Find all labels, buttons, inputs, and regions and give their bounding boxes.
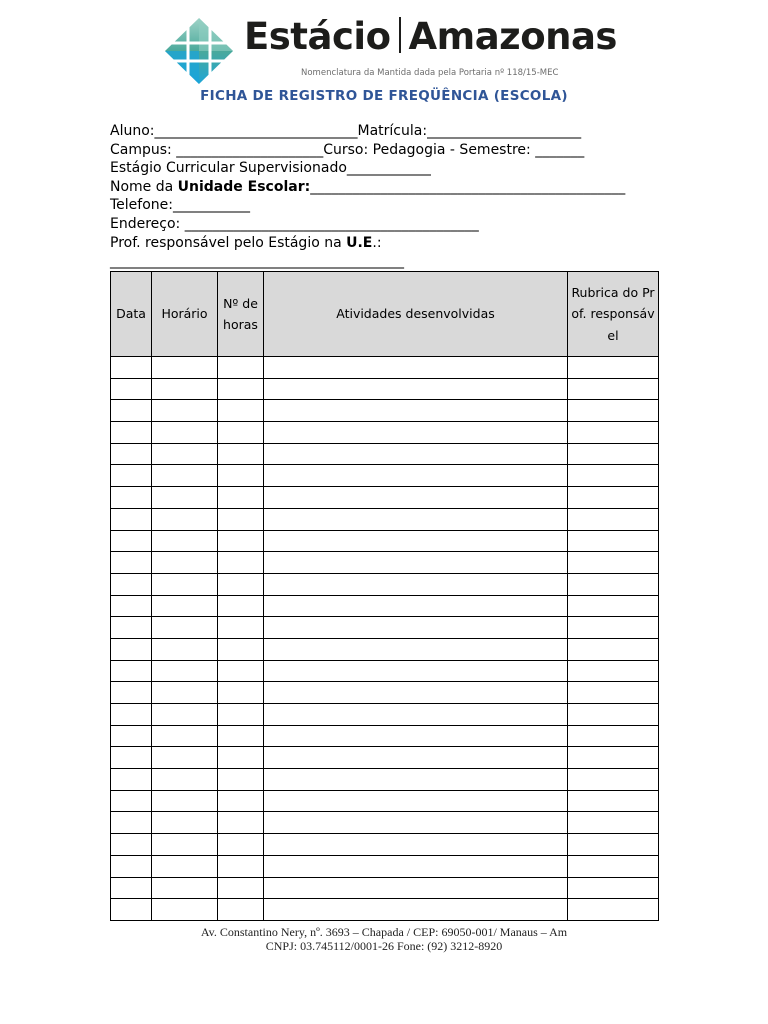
atividades-cell[interactable]	[264, 834, 568, 856]
atividades-cell[interactable]	[264, 682, 568, 704]
atividades-cell[interactable]	[264, 400, 568, 422]
rubrica-cell[interactable]	[568, 660, 659, 682]
rubrica-cell[interactable]	[568, 682, 659, 704]
table-body	[111, 357, 659, 921]
table-row	[111, 508, 659, 530]
horas-cell[interactable]	[218, 617, 264, 639]
atividades-cell[interactable]	[264, 357, 568, 379]
horas-cell[interactable]	[218, 747, 264, 769]
data-cell[interactable]	[111, 422, 152, 444]
prof-blank[interactable]: __________________________________________	[110, 253, 404, 270]
footer-contact: CNPJ: 03.745112/0001-26 Fone: (92) 3212-8920	[265, 938, 503, 953]
horas-cell[interactable]	[218, 443, 264, 465]
estacio-diamond-logo-icon	[164, 17, 234, 85]
rubrica-cell[interactable]	[568, 617, 659, 639]
data-cell[interactable]	[111, 400, 152, 422]
footer-address: Av. Constantino Nery, nº. 3693 – Chapada / CEP: 69050-001/ Manaus – Am	[200, 925, 568, 939]
table-row	[111, 812, 659, 834]
estagio-blank[interactable]: ____________	[346, 160, 431, 177]
table-row	[111, 855, 659, 877]
data-cell[interactable]	[111, 769, 152, 791]
data-cell[interactable]	[111, 682, 152, 704]
horas-cell[interactable]	[218, 855, 264, 877]
table-row	[111, 552, 659, 574]
header-rubrica: Rubrica do Prof. responsável	[568, 272, 659, 357]
field-endereco-line	[110, 215, 670, 234]
data-cell[interactable]	[111, 747, 152, 769]
rubrica-cell[interactable]	[568, 443, 659, 465]
table-row	[111, 725, 659, 747]
horario-cell[interactable]	[152, 573, 218, 595]
horario-cell[interactable]	[152, 790, 218, 812]
horas-cell[interactable]	[218, 660, 264, 682]
horario-cell[interactable]	[152, 595, 218, 617]
horario-cell[interactable]	[152, 834, 218, 856]
table-row	[111, 877, 659, 899]
atividades-cell[interactable]	[264, 573, 568, 595]
horas-cell[interactable]	[218, 552, 264, 574]
table-row	[111, 790, 659, 812]
rubrica-cell[interactable]	[568, 899, 659, 921]
rubrica-cell[interactable]	[568, 812, 659, 834]
horario-cell[interactable]	[152, 378, 218, 400]
field-aluno-line	[110, 122, 670, 141]
header-numero-horas: Nº de horas	[218, 272, 264, 357]
horario-cell[interactable]	[152, 617, 218, 639]
field-campus-line	[110, 141, 670, 160]
atividades-cell[interactable]	[264, 552, 568, 574]
table-row	[111, 465, 659, 487]
rubrica-cell[interactable]	[568, 790, 659, 812]
horario-cell[interactable]	[152, 769, 218, 791]
atividades-cell[interactable]	[264, 790, 568, 812]
table-row	[111, 422, 659, 444]
data-cell[interactable]	[111, 443, 152, 465]
table-row	[111, 899, 659, 921]
horas-cell[interactable]	[218, 790, 264, 812]
table-row	[111, 747, 659, 769]
atividades-cell[interactable]	[264, 530, 568, 552]
atividades-cell[interactable]	[264, 769, 568, 791]
data-cell[interactable]	[111, 660, 152, 682]
data-cell[interactable]	[111, 530, 152, 552]
curso-label: Curso: Pedagogia - Semestre:	[323, 141, 536, 158]
rubrica-cell[interactable]	[568, 877, 659, 899]
table-row	[111, 595, 659, 617]
atividades-cell[interactable]	[264, 422, 568, 444]
rubrica-cell[interactable]	[568, 465, 659, 487]
table-header-row	[111, 272, 659, 357]
horario-cell[interactable]	[152, 357, 218, 379]
endereco-label: Endereço:	[110, 215, 185, 232]
atividades-cell[interactable]	[264, 465, 568, 487]
field-prof-blank-line	[110, 252, 670, 271]
horario-cell[interactable]	[152, 899, 218, 921]
data-cell[interactable]	[111, 725, 152, 747]
atividades-cell[interactable]	[264, 595, 568, 617]
header-horario: Horário	[152, 272, 218, 357]
data-cell[interactable]	[111, 573, 152, 595]
atividades-cell[interactable]	[264, 508, 568, 530]
semestre-blank[interactable]: _______	[535, 141, 585, 158]
table-row	[111, 704, 659, 726]
form-fields	[110, 122, 670, 271]
horas-cell[interactable]	[218, 769, 264, 791]
horas-cell[interactable]	[218, 899, 264, 921]
campus-blank[interactable]: _____________________	[176, 141, 324, 158]
horario-cell[interactable]	[152, 812, 218, 834]
attendance-table	[110, 271, 659, 921]
table-row	[111, 487, 659, 509]
field-unidade-line	[110, 178, 670, 197]
horas-cell[interactable]	[218, 704, 264, 726]
atividades-cell[interactable]	[264, 487, 568, 509]
rubrica-cell[interactable]	[568, 552, 659, 574]
horario-cell[interactable]	[152, 422, 218, 444]
rubrica-cell[interactable]	[568, 573, 659, 595]
matricula-blank[interactable]: ______________________	[427, 123, 582, 139]
document-title: FICHA DE REGISTRO DE FREQÜÊNCIA (ESCOLA)	[200, 88, 568, 104]
horas-cell[interactable]	[218, 530, 264, 552]
rubrica-cell[interactable]	[568, 357, 659, 379]
rubrica-cell[interactable]	[568, 638, 659, 660]
data-cell[interactable]	[111, 855, 152, 877]
table-row	[111, 617, 659, 639]
atividades-cell[interactable]	[264, 877, 568, 899]
table-row	[111, 682, 659, 704]
aluno-blank[interactable]: _____________________________	[154, 123, 358, 139]
table-row	[111, 443, 659, 465]
data-cell[interactable]	[111, 357, 152, 379]
atividades-cell[interactable]	[264, 638, 568, 660]
field-telefone-line	[110, 196, 670, 215]
rubrica-cell[interactable]	[568, 855, 659, 877]
atividades-cell[interactable]	[264, 704, 568, 726]
table-row	[111, 378, 659, 400]
data-cell[interactable]	[111, 790, 152, 812]
data-cell[interactable]	[111, 617, 152, 639]
rubrica-cell[interactable]	[568, 834, 659, 856]
horas-cell[interactable]	[218, 682, 264, 704]
table-row	[111, 400, 659, 422]
table-row	[111, 530, 659, 552]
horas-cell[interactable]	[218, 595, 264, 617]
logo-separator	[399, 17, 401, 53]
data-cell[interactable]	[111, 812, 152, 834]
data-cell[interactable]	[111, 638, 152, 660]
horas-cell[interactable]	[218, 378, 264, 400]
atividades-cell[interactable]	[264, 725, 568, 747]
page-footer	[0, 926, 768, 953]
horas-cell[interactable]	[218, 638, 264, 660]
horas-cell[interactable]	[218, 465, 264, 487]
atividades-cell[interactable]	[264, 747, 568, 769]
horas-cell[interactable]	[218, 400, 264, 422]
nome-da-label: Nome da	[110, 178, 178, 195]
atividades-cell[interactable]	[264, 443, 568, 465]
atividades-cell[interactable]	[264, 660, 568, 682]
horas-cell[interactable]	[218, 357, 264, 379]
rubrica-cell[interactable]	[568, 508, 659, 530]
horario-cell[interactable]	[152, 638, 218, 660]
horario-cell[interactable]	[152, 682, 218, 704]
atividades-cell[interactable]	[264, 899, 568, 921]
table-row	[111, 638, 659, 660]
table-row	[111, 573, 659, 595]
atividades-cell[interactable]	[264, 812, 568, 834]
field-prof-line	[110, 234, 670, 253]
horario-cell[interactable]	[152, 704, 218, 726]
logo-brand-name: Estácio	[244, 15, 391, 58]
aluno-label: Aluno:	[110, 123, 155, 139]
horario-cell[interactable]	[152, 660, 218, 682]
rubrica-cell[interactable]	[568, 747, 659, 769]
atividades-cell[interactable]	[264, 855, 568, 877]
header-atividades: Atividades desenvolvidas	[264, 272, 568, 357]
table-row	[111, 660, 659, 682]
data-cell[interactable]	[111, 552, 152, 574]
rubrica-cell[interactable]	[568, 704, 659, 726]
header-data: Data	[111, 272, 152, 357]
horas-cell[interactable]	[218, 812, 264, 834]
horas-cell[interactable]	[218, 877, 264, 899]
rubrica-cell[interactable]	[568, 400, 659, 422]
matricula-label: Matrícula:	[357, 123, 428, 139]
horas-cell[interactable]	[218, 487, 264, 509]
rubrica-cell[interactable]	[568, 725, 659, 747]
telefone-label: Telefone:	[110, 197, 173, 214]
horas-cell[interactable]	[218, 834, 264, 856]
unidade-escolar-label: Unidade Escolar:	[177, 178, 311, 195]
data-cell[interactable]	[111, 508, 152, 530]
rubrica-cell[interactable]	[568, 378, 659, 400]
data-cell[interactable]	[111, 465, 152, 487]
telefone-blank[interactable]: ___________	[173, 197, 250, 214]
estagio-label: Estágio Curricular Supervisionado	[110, 160, 347, 177]
horas-cell[interactable]	[218, 508, 264, 530]
horario-cell[interactable]	[152, 487, 218, 509]
estacio-amazonas-logo	[164, 15, 617, 85]
rubrica-cell[interactable]	[568, 595, 659, 617]
table-row	[111, 834, 659, 856]
rubrica-cell[interactable]	[568, 769, 659, 791]
horas-cell[interactable]	[218, 422, 264, 444]
horario-cell[interactable]	[152, 530, 218, 552]
ue-label: U.E	[346, 234, 373, 251]
logo-brand-region: Amazonas	[408, 15, 617, 58]
rubrica-cell[interactable]	[568, 422, 659, 444]
data-cell[interactable]	[111, 899, 152, 921]
data-cell[interactable]	[111, 595, 152, 617]
rubrica-cell[interactable]	[568, 530, 659, 552]
ue-suffix: .:	[372, 234, 382, 251]
endereco-blank[interactable]: __________________________________________	[184, 215, 479, 232]
unidade-blank[interactable]: _____________________________________________	[310, 178, 626, 195]
horario-cell[interactable]	[152, 443, 218, 465]
data-cell[interactable]	[111, 487, 152, 509]
rubrica-cell[interactable]	[568, 487, 659, 509]
data-cell[interactable]	[111, 378, 152, 400]
field-estagio-line	[110, 159, 670, 178]
horario-cell[interactable]	[152, 855, 218, 877]
horario-cell[interactable]	[152, 877, 218, 899]
data-cell[interactable]	[111, 877, 152, 899]
atividades-cell[interactable]	[264, 378, 568, 400]
horas-cell[interactable]	[218, 573, 264, 595]
horario-cell[interactable]	[152, 465, 218, 487]
atividades-cell[interactable]	[264, 617, 568, 639]
logo-wordmark	[244, 15, 617, 58]
horario-cell[interactable]	[152, 747, 218, 769]
horario-cell[interactable]	[152, 508, 218, 530]
horas-cell[interactable]	[218, 725, 264, 747]
horario-cell[interactable]	[152, 725, 218, 747]
horario-cell[interactable]	[152, 552, 218, 574]
horario-cell[interactable]	[152, 400, 218, 422]
campus-label: Campus:	[110, 141, 177, 158]
data-cell[interactable]	[111, 834, 152, 856]
logo-subtitle: Nomenclatura da Mantida dada pela Portaria nº 118/15-MEC	[301, 68, 559, 78]
table-row	[111, 769, 659, 791]
prof-label: Prof. responsável pelo Estágio na	[110, 234, 347, 251]
data-cell[interactable]	[111, 704, 152, 726]
table-row	[111, 357, 659, 379]
